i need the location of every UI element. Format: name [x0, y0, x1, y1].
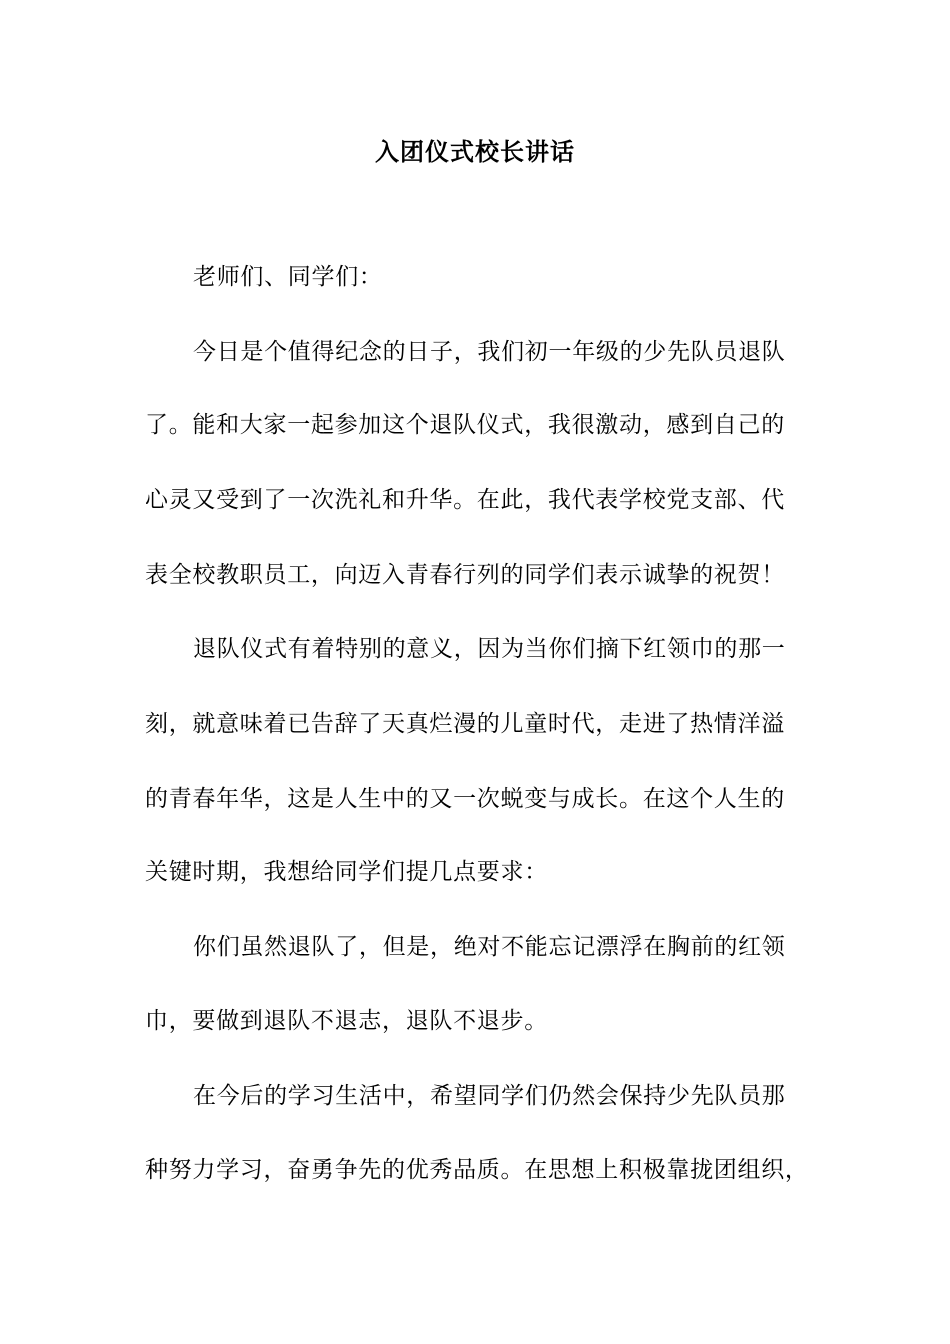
- paragraph-1-line-2: 了。能和大家一起参加这个退队仪式，我很激动，感到自己的: [145, 412, 785, 438]
- paragraph-3-line-1: 你们虽然退队了，但是，绝对不能忘记漂浮在胸前的红领: [193, 934, 786, 960]
- paragraph-2-line-4: 关键时期，我想给同学们提几点要求：: [145, 859, 548, 885]
- paragraph-1-line-3: 心灵又受到了一次洗礼和升华。在此，我代表学校党支部、代: [145, 487, 785, 513]
- salutation-line: 老师们、同学们：: [193, 264, 383, 290]
- paragraph-2-line-2: 刻，就意味着已告辞了天真烂漫的儿童时代，走进了热情洋溢: [145, 711, 785, 737]
- paragraph-4-line-1: 在今后的学习生活中，希望同学们仍然会保持少先队员那: [193, 1083, 786, 1109]
- paragraph-3-line-2: 巾，要做到退队不退志，退队不退步。: [145, 1008, 548, 1034]
- paragraph-4-line-2: 种努力学习，奋勇争先的优秀品质。在思想上积极靠拢团组织，: [145, 1157, 809, 1183]
- paragraph-2-line-1: 退队仪式有着特别的意义，因为当你们摘下红领巾的那一: [193, 636, 786, 662]
- paragraph-2-line-3: 的青春年华，这是人生中的又一次蜕变与成长。在这个人生的: [145, 786, 785, 812]
- paragraph-1-line-1: 今日是个值得纪念的日子，我们初一年级的少先队员退队: [193, 339, 786, 365]
- document-title: 入团仪式校长讲话: [375, 137, 575, 166]
- paragraph-1-line-4: 表全校教职员工，向迈入青春行列的同学们表示诚挚的祝贺！: [145, 562, 785, 588]
